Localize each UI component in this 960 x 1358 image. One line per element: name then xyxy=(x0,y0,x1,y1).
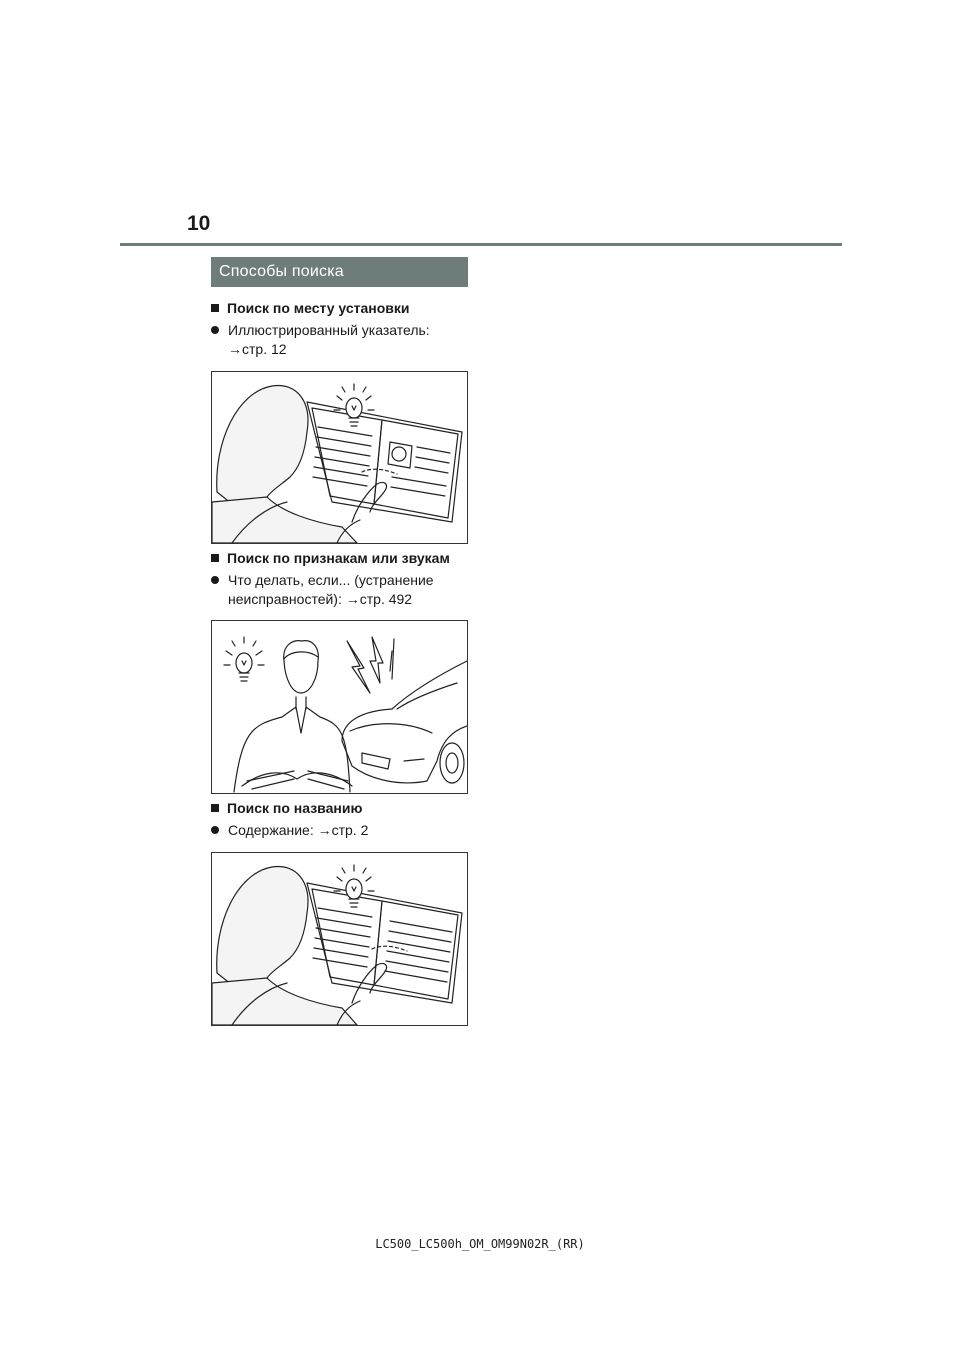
heading-text: Поиск по признакам или звукам xyxy=(227,550,450,566)
item-text-line1: Иллюстрированный указатель: xyxy=(228,322,430,338)
page-number: 10 xyxy=(187,212,211,235)
round-bullet-icon xyxy=(211,826,219,834)
illustration-man-reading-contents xyxy=(211,852,468,1026)
item-illustrated-index xyxy=(211,321,430,359)
round-bullet-icon xyxy=(211,576,219,584)
document-footer-code: LC500_LC500h_OM_OM99N02R_(RR) xyxy=(375,1237,585,1251)
heading-text: Поиск по месту установки xyxy=(227,300,410,316)
page-reference-link[interactable]: →стр. 12 xyxy=(228,341,287,357)
item-contents xyxy=(211,821,368,840)
illustration-man-reading-manual xyxy=(211,371,468,544)
item-text-line1[interactable]: Содержание: →стр. 2 xyxy=(228,822,369,838)
item-troubleshooting xyxy=(211,571,434,609)
section-title-bar xyxy=(211,257,468,287)
heading-search-by-location xyxy=(211,300,410,316)
square-bullet-icon xyxy=(211,554,219,562)
section-title: Способы поиска xyxy=(219,263,344,280)
illustration-man-and-car xyxy=(211,620,468,794)
heading-search-by-name xyxy=(211,800,362,816)
reading-manual-drawing xyxy=(212,372,467,543)
round-bullet-icon xyxy=(211,326,219,334)
man-and-car-drawing xyxy=(212,621,467,793)
page-reference-link[interactable]: неисправностей): →стр. 492 xyxy=(228,591,413,607)
reading-contents-drawing xyxy=(212,853,467,1025)
heading-search-by-symptoms xyxy=(211,550,450,566)
item-text-line1: Что делать, если... (устранение xyxy=(228,572,434,588)
square-bullet-icon xyxy=(211,804,219,812)
square-bullet-icon xyxy=(211,304,219,312)
heading-text: Поиск по названию xyxy=(227,800,363,816)
header-rule xyxy=(120,243,842,246)
